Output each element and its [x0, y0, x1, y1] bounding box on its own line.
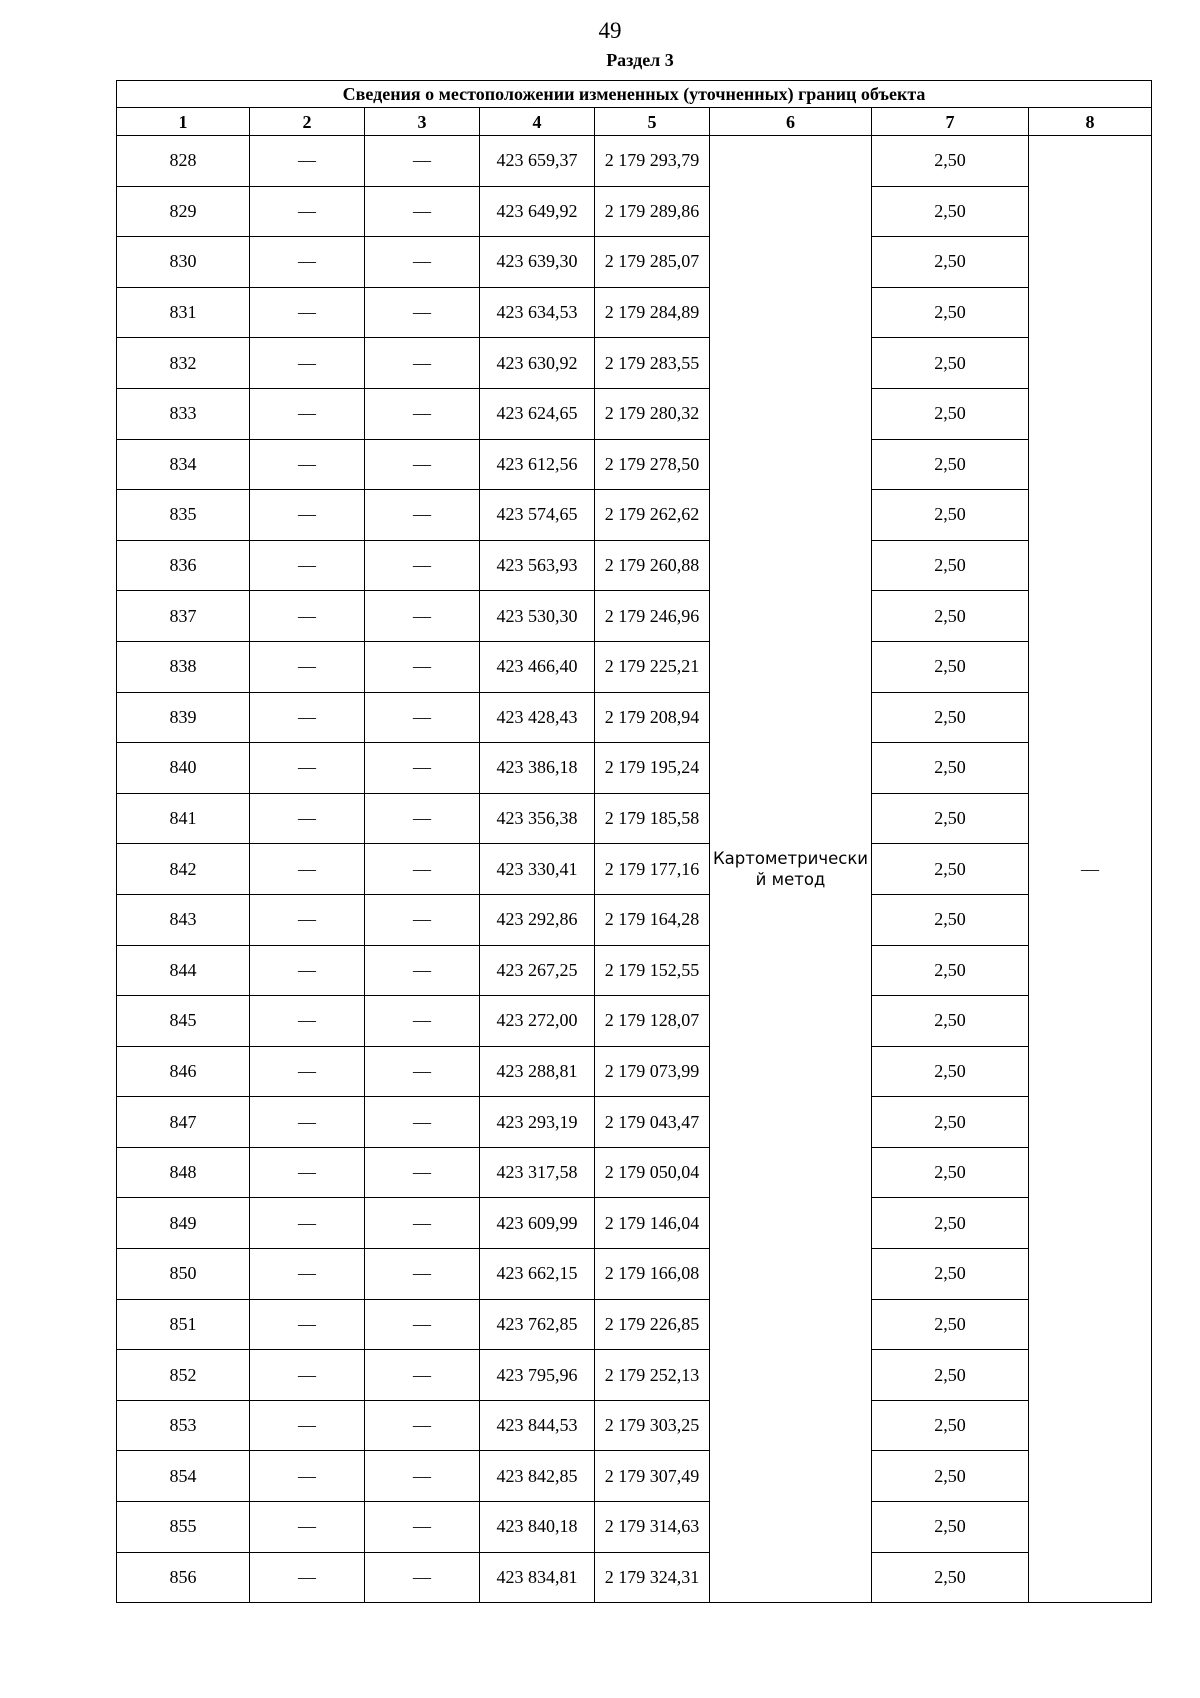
accuracy-cell: 2,50 [872, 844, 1029, 895]
accuracy-cell: 2,50 [872, 1046, 1029, 1097]
point-number-cell: 840 [117, 743, 250, 794]
y-coordinate-cell: 2 179 146,04 [595, 1198, 710, 1249]
previous-y-cell: — [365, 287, 480, 338]
x-coordinate-cell: 423 466,40 [480, 641, 595, 692]
point-number-cell: 848 [117, 1147, 250, 1198]
table-row [117, 1400, 1152, 1451]
table-row [117, 237, 1152, 288]
previous-x-cell: — [250, 338, 365, 389]
y-coordinate-cell: 2 179 307,49 [595, 1451, 710, 1502]
y-coordinate-cell: 2 179 303,25 [595, 1400, 710, 1451]
point-number-cell: 833 [117, 388, 250, 439]
previous-y-cell: — [365, 490, 480, 541]
point-number-cell: 830 [117, 237, 250, 288]
y-coordinate-cell: 2 179 166,08 [595, 1249, 710, 1300]
previous-x-cell: — [250, 1350, 365, 1401]
accuracy-cell: 2,50 [872, 1198, 1029, 1249]
y-coordinate-cell: 2 179 262,62 [595, 490, 710, 541]
table-row [117, 692, 1152, 743]
point-number-cell: 853 [117, 1400, 250, 1451]
accuracy-cell: 2,50 [872, 1299, 1029, 1350]
point-number-cell: 846 [117, 1046, 250, 1097]
x-coordinate-cell: 423 428,43 [480, 692, 595, 743]
x-coordinate-cell: 423 634,53 [480, 287, 595, 338]
accuracy-cell: 2,50 [872, 388, 1029, 439]
boundary-coordinates-table [116, 80, 1152, 1603]
y-coordinate-cell: 2 179 195,24 [595, 743, 710, 794]
y-coordinate-cell: 2 179 128,07 [595, 996, 710, 1047]
table-row [117, 1502, 1152, 1553]
x-coordinate-cell: 423 386,18 [480, 743, 595, 794]
column-number: 4 [480, 108, 595, 136]
table-row [117, 743, 1152, 794]
x-coordinate-cell: 423 609,99 [480, 1198, 595, 1249]
previous-y-cell: — [365, 1097, 480, 1148]
column-number: 2 [250, 108, 365, 136]
accuracy-cell: 2,50 [872, 996, 1029, 1047]
accuracy-cell: 2,50 [872, 641, 1029, 692]
previous-y-cell: — [365, 1502, 480, 1553]
previous-y-cell: — [365, 692, 480, 743]
accuracy-cell: 2,50 [872, 1147, 1029, 1198]
column-number: 7 [872, 108, 1029, 136]
previous-x-cell: — [250, 1400, 365, 1451]
previous-x-cell: — [250, 692, 365, 743]
table-row [117, 1552, 1152, 1603]
previous-x-cell: — [250, 743, 365, 794]
point-number-cell: 828 [117, 136, 250, 187]
previous-y-cell: — [365, 1350, 480, 1401]
page-number: 49 [598, 18, 622, 43]
x-coordinate-cell: 423 659,37 [480, 136, 595, 187]
column-number: 6 [710, 108, 872, 136]
accuracy-cell: 2,50 [872, 945, 1029, 996]
point-number-cell: 842 [117, 844, 250, 895]
previous-x-cell: — [250, 945, 365, 996]
previous-y-cell: — [365, 945, 480, 996]
x-coordinate-cell: 423 317,58 [480, 1147, 595, 1198]
point-number-cell: 838 [117, 641, 250, 692]
accuracy-cell: 2,50 [872, 1400, 1029, 1451]
x-coordinate-cell: 423 267,25 [480, 945, 595, 996]
point-number-cell: 845 [117, 996, 250, 1047]
y-coordinate-cell: 2 179 278,50 [595, 439, 710, 490]
x-coordinate-cell: 423 844,53 [480, 1400, 595, 1451]
previous-y-cell: — [365, 844, 480, 895]
x-coordinate-cell: 423 612,56 [480, 439, 595, 490]
x-coordinate-cell: 423 795,96 [480, 1350, 595, 1401]
x-coordinate-cell: 423 842,85 [480, 1451, 595, 1502]
point-number-cell: 839 [117, 692, 250, 743]
previous-x-cell: — [250, 1502, 365, 1553]
previous-y-cell: — [365, 1147, 480, 1198]
previous-x-cell: — [250, 894, 365, 945]
table-row [117, 1198, 1152, 1249]
previous-y-cell: — [365, 237, 480, 288]
y-coordinate-cell: 2 179 280,32 [595, 388, 710, 439]
previous-x-cell: — [250, 1249, 365, 1300]
table-row [117, 490, 1152, 541]
previous-x-cell: — [250, 287, 365, 338]
y-coordinate-cell: 2 179 225,21 [595, 641, 710, 692]
table-row [117, 287, 1152, 338]
x-coordinate-cell: 423 630,92 [480, 338, 595, 389]
accuracy-cell: 2,50 [872, 237, 1029, 288]
y-coordinate-cell: 2 179 226,85 [595, 1299, 710, 1350]
previous-x-cell: — [250, 996, 365, 1047]
y-coordinate-cell: 2 179 324,31 [595, 1552, 710, 1603]
table-row [117, 1249, 1152, 1300]
point-number-cell: 852 [117, 1350, 250, 1401]
point-number-cell: 843 [117, 894, 250, 945]
accuracy-cell: 2,50 [872, 591, 1029, 642]
x-coordinate-cell: 423 330,41 [480, 844, 595, 895]
point-number-cell: 854 [117, 1451, 250, 1502]
x-coordinate-cell: 423 639,30 [480, 237, 595, 288]
accuracy-cell: 2,50 [872, 692, 1029, 743]
point-number-cell: 849 [117, 1198, 250, 1249]
previous-y-cell: — [365, 1299, 480, 1350]
accuracy-cell: 2,50 [872, 540, 1029, 591]
previous-y-cell: — [365, 641, 480, 692]
previous-y-cell: — [365, 996, 480, 1047]
x-coordinate-cell: 423 840,18 [480, 1502, 595, 1553]
y-coordinate-cell: 2 179 208,94 [595, 692, 710, 743]
point-number-cell: 850 [117, 1249, 250, 1300]
y-coordinate-cell: 2 179 289,86 [595, 186, 710, 237]
previous-y-cell: — [365, 1046, 480, 1097]
method-cell: Картометрический метод [710, 136, 872, 1603]
x-coordinate-cell: 423 356,38 [480, 793, 595, 844]
accuracy-cell: 2,50 [872, 1502, 1029, 1553]
previous-x-cell: — [250, 540, 365, 591]
table-row [117, 641, 1152, 692]
table-row [117, 1046, 1152, 1097]
accuracy-cell: 2,50 [872, 490, 1029, 541]
point-number-cell: 841 [117, 793, 250, 844]
table-row [117, 844, 1152, 895]
table-row [117, 1451, 1152, 1502]
column-number-row [117, 108, 1152, 136]
previous-x-cell: — [250, 1299, 365, 1350]
point-number-cell: 832 [117, 338, 250, 389]
table-row [117, 793, 1152, 844]
accuracy-cell: 2,50 [872, 1451, 1029, 1502]
previous-x-cell: — [250, 1451, 365, 1502]
accuracy-cell: 2,50 [872, 894, 1029, 945]
previous-x-cell: — [250, 1046, 365, 1097]
y-coordinate-cell: 2 179 283,55 [595, 338, 710, 389]
previous-x-cell: — [250, 186, 365, 237]
y-coordinate-cell: 2 179 285,07 [595, 237, 710, 288]
y-coordinate-cell: 2 179 050,04 [595, 1147, 710, 1198]
y-coordinate-cell: 2 179 073,99 [595, 1046, 710, 1097]
table-row [117, 1097, 1152, 1148]
previous-y-cell: — [365, 186, 480, 237]
x-coordinate-cell: 423 530,30 [480, 591, 595, 642]
point-number-cell: 851 [117, 1299, 250, 1350]
y-coordinate-cell: 2 179 164,28 [595, 894, 710, 945]
column-number: 3 [365, 108, 480, 136]
point-number-cell: 844 [117, 945, 250, 996]
accuracy-cell: 2,50 [872, 1552, 1029, 1603]
column-number: 5 [595, 108, 710, 136]
accuracy-cell: 2,50 [872, 1350, 1029, 1401]
previous-y-cell: — [365, 136, 480, 187]
accuracy-cell: 2,50 [872, 439, 1029, 490]
previous-x-cell: — [250, 641, 365, 692]
table-row [117, 591, 1152, 642]
y-coordinate-cell: 2 179 293,79 [595, 136, 710, 187]
y-coordinate-cell: 2 179 314,63 [595, 1502, 710, 1553]
previous-y-cell: — [365, 743, 480, 794]
x-coordinate-cell: 423 574,65 [480, 490, 595, 541]
x-coordinate-cell: 423 288,81 [480, 1046, 595, 1097]
previous-x-cell: — [250, 1198, 365, 1249]
y-coordinate-cell: 2 179 152,55 [595, 945, 710, 996]
column-number: 8 [1029, 108, 1152, 136]
x-coordinate-cell: 423 624,65 [480, 388, 595, 439]
previous-y-cell: — [365, 1198, 480, 1249]
y-coordinate-cell: 2 179 043,47 [595, 1097, 710, 1148]
previous-x-cell: — [250, 844, 365, 895]
accuracy-cell: 2,50 [872, 338, 1029, 389]
x-coordinate-cell: 423 649,92 [480, 186, 595, 237]
column-number: 1 [117, 108, 250, 136]
x-coordinate-cell: 423 563,93 [480, 540, 595, 591]
point-number-cell: 847 [117, 1097, 250, 1148]
table-row [117, 1147, 1152, 1198]
previous-x-cell: — [250, 793, 365, 844]
previous-x-cell: — [250, 439, 365, 490]
x-coordinate-cell: 423 272,00 [480, 996, 595, 1047]
x-coordinate-cell: 423 834,81 [480, 1552, 595, 1603]
previous-x-cell: — [250, 1147, 365, 1198]
previous-y-cell: — [365, 1451, 480, 1502]
x-coordinate-cell: 423 292,86 [480, 894, 595, 945]
x-coordinate-cell: 423 293,19 [480, 1097, 595, 1148]
point-number-cell: 834 [117, 439, 250, 490]
point-number-cell: 855 [117, 1502, 250, 1553]
table-row [117, 388, 1152, 439]
previous-y-cell: — [365, 338, 480, 389]
table-row [117, 136, 1152, 187]
point-number-cell: 831 [117, 287, 250, 338]
y-coordinate-cell: 2 179 246,96 [595, 591, 710, 642]
previous-y-cell: — [365, 388, 480, 439]
previous-y-cell: — [365, 1400, 480, 1451]
accuracy-cell: 2,50 [872, 287, 1029, 338]
previous-y-cell: — [365, 591, 480, 642]
table-row [117, 1299, 1152, 1350]
previous-x-cell: — [250, 388, 365, 439]
table-row [117, 439, 1152, 490]
table-row [117, 338, 1152, 389]
accuracy-cell: 2,50 [872, 186, 1029, 237]
previous-y-cell: — [365, 1249, 480, 1300]
previous-x-cell: — [250, 1552, 365, 1603]
accuracy-cell: 2,50 [872, 793, 1029, 844]
accuracy-cell: 2,50 [872, 1097, 1029, 1148]
column8-cell: — [1029, 136, 1152, 1603]
x-coordinate-cell: 423 762,85 [480, 1299, 595, 1350]
table-title: Сведения о местоположении измененных (уточненных) границ объекта [117, 81, 1152, 108]
previous-x-cell: — [250, 237, 365, 288]
point-number-cell: 856 [117, 1552, 250, 1603]
point-number-cell: 829 [117, 186, 250, 237]
previous-y-cell: — [365, 1552, 480, 1603]
table-row [117, 186, 1152, 237]
section-title: Раздел 3 [606, 50, 674, 70]
previous-y-cell: — [365, 439, 480, 490]
previous-x-cell: — [250, 490, 365, 541]
previous-y-cell: — [365, 894, 480, 945]
accuracy-cell: 2,50 [872, 1249, 1029, 1300]
table-row [117, 1350, 1152, 1401]
table-body [117, 136, 1152, 1603]
table-row [117, 996, 1152, 1047]
table-row [117, 540, 1152, 591]
y-coordinate-cell: 2 179 177,16 [595, 844, 710, 895]
point-number-cell: 835 [117, 490, 250, 541]
previous-x-cell: — [250, 591, 365, 642]
previous-x-cell: — [250, 136, 365, 187]
accuracy-cell: 2,50 [872, 743, 1029, 794]
y-coordinate-cell: 2 179 252,13 [595, 1350, 710, 1401]
previous-y-cell: — [365, 793, 480, 844]
table-row [117, 945, 1152, 996]
y-coordinate-cell: 2 179 185,58 [595, 793, 710, 844]
previous-y-cell: — [365, 540, 480, 591]
point-number-cell: 836 [117, 540, 250, 591]
accuracy-cell: 2,50 [872, 136, 1029, 187]
previous-x-cell: — [250, 1097, 365, 1148]
point-number-cell: 837 [117, 591, 250, 642]
x-coordinate-cell: 423 662,15 [480, 1249, 595, 1300]
y-coordinate-cell: 2 179 284,89 [595, 287, 710, 338]
table-row [117, 894, 1152, 945]
y-coordinate-cell: 2 179 260,88 [595, 540, 710, 591]
